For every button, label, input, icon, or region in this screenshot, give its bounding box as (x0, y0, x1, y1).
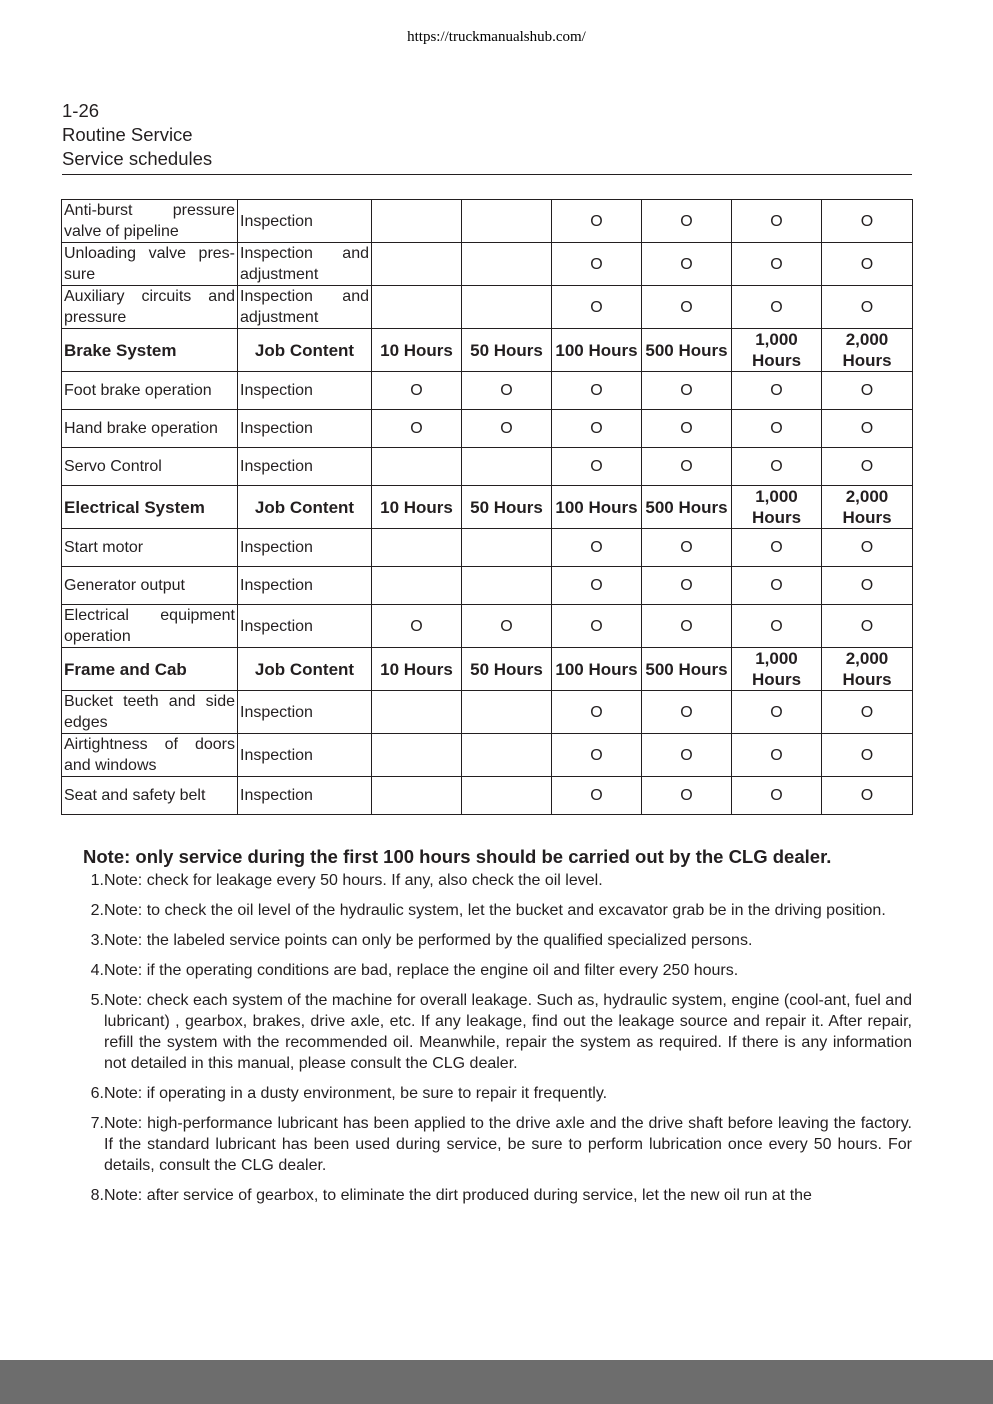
interval-mark-cell: O (552, 410, 642, 448)
note-text: Note: check for leakage every 50 hours. If any, also check the oil level. (104, 872, 603, 889)
interval-header-cell: 500 Hours (642, 648, 732, 691)
interval-mark-cell: O (732, 243, 822, 286)
interval-header-cell: 10 Hours (372, 329, 462, 372)
note-number: 4. (90, 962, 104, 979)
interval-mark-cell (372, 286, 462, 329)
interval-mark-cell (372, 529, 462, 567)
interval-mark-cell: O (732, 777, 822, 815)
interval-mark-cell: O (822, 243, 913, 286)
interval-mark-cell: O (732, 734, 822, 777)
table-section-header-row (62, 648, 913, 691)
item-cell: Seat and safety belt (62, 777, 238, 815)
interval-mark-cell: O (552, 372, 642, 410)
note-item (62, 990, 912, 1074)
interval-header-cell: 10 Hours (372, 648, 462, 691)
interval-mark-cell: O (822, 372, 913, 410)
interval-mark-cell: O (642, 529, 732, 567)
section-name-cell: Frame and Cab (62, 648, 238, 691)
job-content-cell: Inspection (238, 529, 372, 567)
interval-header-cell: 50 Hours (462, 648, 552, 691)
subsection-title: Service schedules (62, 148, 213, 169)
item-cell: Unloading valve pres-sure (62, 243, 238, 286)
note-item (62, 1185, 912, 1206)
interval-mark-cell: O (552, 605, 642, 648)
interval-mark-cell: O (732, 410, 822, 448)
interval-mark-cell: O (822, 691, 913, 734)
interval-mark-cell: O (732, 286, 822, 329)
interval-mark-cell: O (822, 410, 913, 448)
item-cell: Generator output (62, 567, 238, 605)
interval-mark-cell: O (642, 372, 732, 410)
item-cell: Auxiliary circuits and pressure (62, 286, 238, 329)
note-number: 1. (90, 872, 104, 889)
section-name-cell: Brake System (62, 329, 238, 372)
interval-header-cell: 1,000 Hours (732, 486, 822, 529)
item-cell: Airtightness of doors and windows (62, 734, 238, 777)
table-row (62, 605, 913, 648)
job-content-cell: Inspection (238, 200, 372, 243)
interval-mark-cell: O (822, 567, 913, 605)
interval-mark-cell: O (732, 529, 822, 567)
interval-header-cell: 50 Hours (462, 486, 552, 529)
section-name-cell: Electrical System (62, 486, 238, 529)
interval-mark-cell: O (372, 410, 462, 448)
interval-mark-cell (372, 567, 462, 605)
item-cell: Start motor (62, 529, 238, 567)
interval-header-cell: 500 Hours (642, 329, 732, 372)
notes-list (62, 870, 912, 1206)
footer-bar (0, 1360, 993, 1404)
job-content-cell: Inspection (238, 567, 372, 605)
interval-mark-cell: O (822, 605, 913, 648)
note-item (62, 1083, 912, 1104)
interval-mark-cell: O (822, 734, 913, 777)
table-row (62, 734, 913, 777)
interval-mark-cell: O (732, 448, 822, 486)
job-content-cell: Inspection (238, 448, 372, 486)
table-row (62, 448, 913, 486)
interval-mark-cell: O (552, 691, 642, 734)
source-url[interactable]: https://truckmanualshub.com/ (407, 29, 586, 45)
interval-mark-cell: O (642, 734, 732, 777)
note-number: 2. (90, 902, 104, 919)
note-item (62, 960, 912, 981)
interval-mark-cell: O (462, 372, 552, 410)
interval-mark-cell: O (732, 567, 822, 605)
interval-mark-cell: O (642, 567, 732, 605)
note-text: Note: the labeled service points can only be performed by the qualified specialized persons. (104, 932, 753, 949)
job-content-cell: Inspection (238, 410, 372, 448)
interval-mark-cell: O (732, 372, 822, 410)
note-number: 7. (90, 1115, 104, 1132)
note-number: 6. (90, 1085, 104, 1102)
interval-mark-cell: O (642, 410, 732, 448)
interval-mark-cell (462, 243, 552, 286)
job-content-cell: Inspection (238, 734, 372, 777)
interval-header-cell: 100 Hours (552, 486, 642, 529)
interval-mark-cell: O (822, 448, 913, 486)
interval-mark-cell: O (642, 200, 732, 243)
interval-header-cell: 100 Hours (552, 329, 642, 372)
job-content-cell: Job Content (238, 486, 372, 529)
interval-mark-cell (462, 567, 552, 605)
interval-mark-cell: O (822, 777, 913, 815)
interval-mark-cell: O (552, 529, 642, 567)
interval-mark-cell: O (732, 200, 822, 243)
page-number: 1-26 (62, 100, 100, 121)
item-cell: Servo Control (62, 448, 238, 486)
table-row (62, 691, 913, 734)
job-content-cell: Inspection (238, 605, 372, 648)
job-content-cell: Inspection (238, 691, 372, 734)
interval-header-cell: 100 Hours (552, 648, 642, 691)
interval-mark-cell: O (552, 286, 642, 329)
table-section-header-row (62, 329, 913, 372)
note-text: Note: to check the oil level of the hydraulic system, let the bucket and excavator grab be in the driving position. (104, 902, 886, 919)
table-row (62, 567, 913, 605)
notes-section (62, 846, 912, 1215)
interval-mark-cell (372, 691, 462, 734)
job-content-cell: Job Content (238, 329, 372, 372)
interval-mark-cell (462, 777, 552, 815)
interval-mark-cell: O (552, 777, 642, 815)
table-row (62, 243, 913, 286)
interval-mark-cell (372, 734, 462, 777)
interval-mark-cell: O (372, 605, 462, 648)
interval-mark-cell: O (552, 448, 642, 486)
interval-mark-cell: O (822, 286, 913, 329)
interval-header-cell: 500 Hours (642, 486, 732, 529)
interval-header-cell: 50 Hours (462, 329, 552, 372)
job-content-cell: Inspection and adjustment (238, 243, 372, 286)
note-item (62, 900, 912, 921)
table-row (62, 529, 913, 567)
interval-mark-cell: O (552, 567, 642, 605)
note-number: 3. (90, 932, 104, 949)
interval-mark-cell (372, 777, 462, 815)
table-row (62, 410, 913, 448)
table-row (62, 777, 913, 815)
table-row (62, 286, 913, 329)
interval-mark-cell (372, 448, 462, 486)
note-text: Note: if the operating conditions are bad, replace the engine oil and filter every 250 hours. (104, 962, 739, 979)
job-content-cell: Job Content (238, 648, 372, 691)
item-cell: Anti-burst pressure valve of pipeline (62, 200, 238, 243)
interval-mark-cell (462, 529, 552, 567)
interval-mark-cell: O (552, 734, 642, 777)
section-title: Routine Service (62, 124, 193, 145)
note-text: Note: check each system of the machine for overall leakage. Such as, hydraulic system, engine (cool-ant, fuel and lubricant) , gearbox, brakes, drive axle, etc. If any leakage, find out the leakage source and repair it. After repair, refill the system with the recommended oil. Meanwhile, repair the system as required. If there is any information not detailed in this manual, please consult the CLG dealer. (104, 992, 912, 1072)
interval-mark-cell (462, 691, 552, 734)
interval-header-cell: 2,000 Hours (822, 329, 913, 372)
service-schedule-table (61, 199, 913, 815)
item-cell: Electrical equipment operation (62, 605, 238, 648)
interval-header-cell: 2,000 Hours (822, 486, 913, 529)
interval-mark-cell: O (642, 777, 732, 815)
interval-mark-cell (372, 200, 462, 243)
interval-header-cell: 1,000 Hours (732, 329, 822, 372)
note-number: 8. (90, 1187, 104, 1204)
job-content-cell: Inspection and adjustment (238, 286, 372, 329)
interval-header-cell: 2,000 Hours (822, 648, 913, 691)
interval-mark-cell: O (462, 410, 552, 448)
interval-mark-cell: O (642, 286, 732, 329)
interval-mark-cell (462, 448, 552, 486)
page-header (62, 99, 912, 171)
interval-header-cell: 1,000 Hours (732, 648, 822, 691)
interval-mark-cell (462, 734, 552, 777)
interval-mark-cell: O (642, 605, 732, 648)
interval-mark-cell: O (642, 243, 732, 286)
note-number: 5. (90, 992, 104, 1009)
note-item (62, 1113, 912, 1176)
interval-mark-cell: O (372, 372, 462, 410)
interval-mark-cell: O (732, 605, 822, 648)
table-section-header-row (62, 486, 913, 529)
item-cell: Hand brake operation (62, 410, 238, 448)
interval-mark-cell: O (642, 691, 732, 734)
note-text: Note: if operating in a dusty environment, be sure to repair it frequently. (104, 1085, 608, 1102)
interval-mark-cell (462, 286, 552, 329)
note-item (62, 930, 912, 951)
interval-mark-cell (462, 200, 552, 243)
job-content-cell: Inspection (238, 372, 372, 410)
interval-header-cell: 10 Hours (372, 486, 462, 529)
interval-mark-cell: O (552, 243, 642, 286)
interval-mark-cell (372, 243, 462, 286)
item-cell: Bucket teeth and side edges (62, 691, 238, 734)
note-text: Note: high-performance lubricant has been applied to the drive axle and the drive shaft before leaving the factory. If the standard lubricant has been used during service, be sure to perform lubrication once every 50 hours. For details, consult the CLG dealer. (104, 1115, 912, 1174)
note-item (62, 870, 912, 891)
interval-mark-cell: O (552, 200, 642, 243)
note-text: Note: after service of gearbox, to eliminate the dirt produced during service, let the new oil run at the (104, 1187, 812, 1204)
header-rule (62, 174, 912, 175)
job-content-cell: Inspection (238, 777, 372, 815)
item-cell: Foot brake operation (62, 372, 238, 410)
interval-mark-cell: O (822, 529, 913, 567)
interval-mark-cell: O (732, 691, 822, 734)
interval-mark-cell: O (822, 200, 913, 243)
table-row (62, 372, 913, 410)
notes-title: Note: only service during the first 100 hours should be carried out by the CLG dealer. (83, 846, 832, 867)
table-row (62, 200, 913, 243)
interval-mark-cell: O (642, 448, 732, 486)
interval-mark-cell: O (462, 605, 552, 648)
